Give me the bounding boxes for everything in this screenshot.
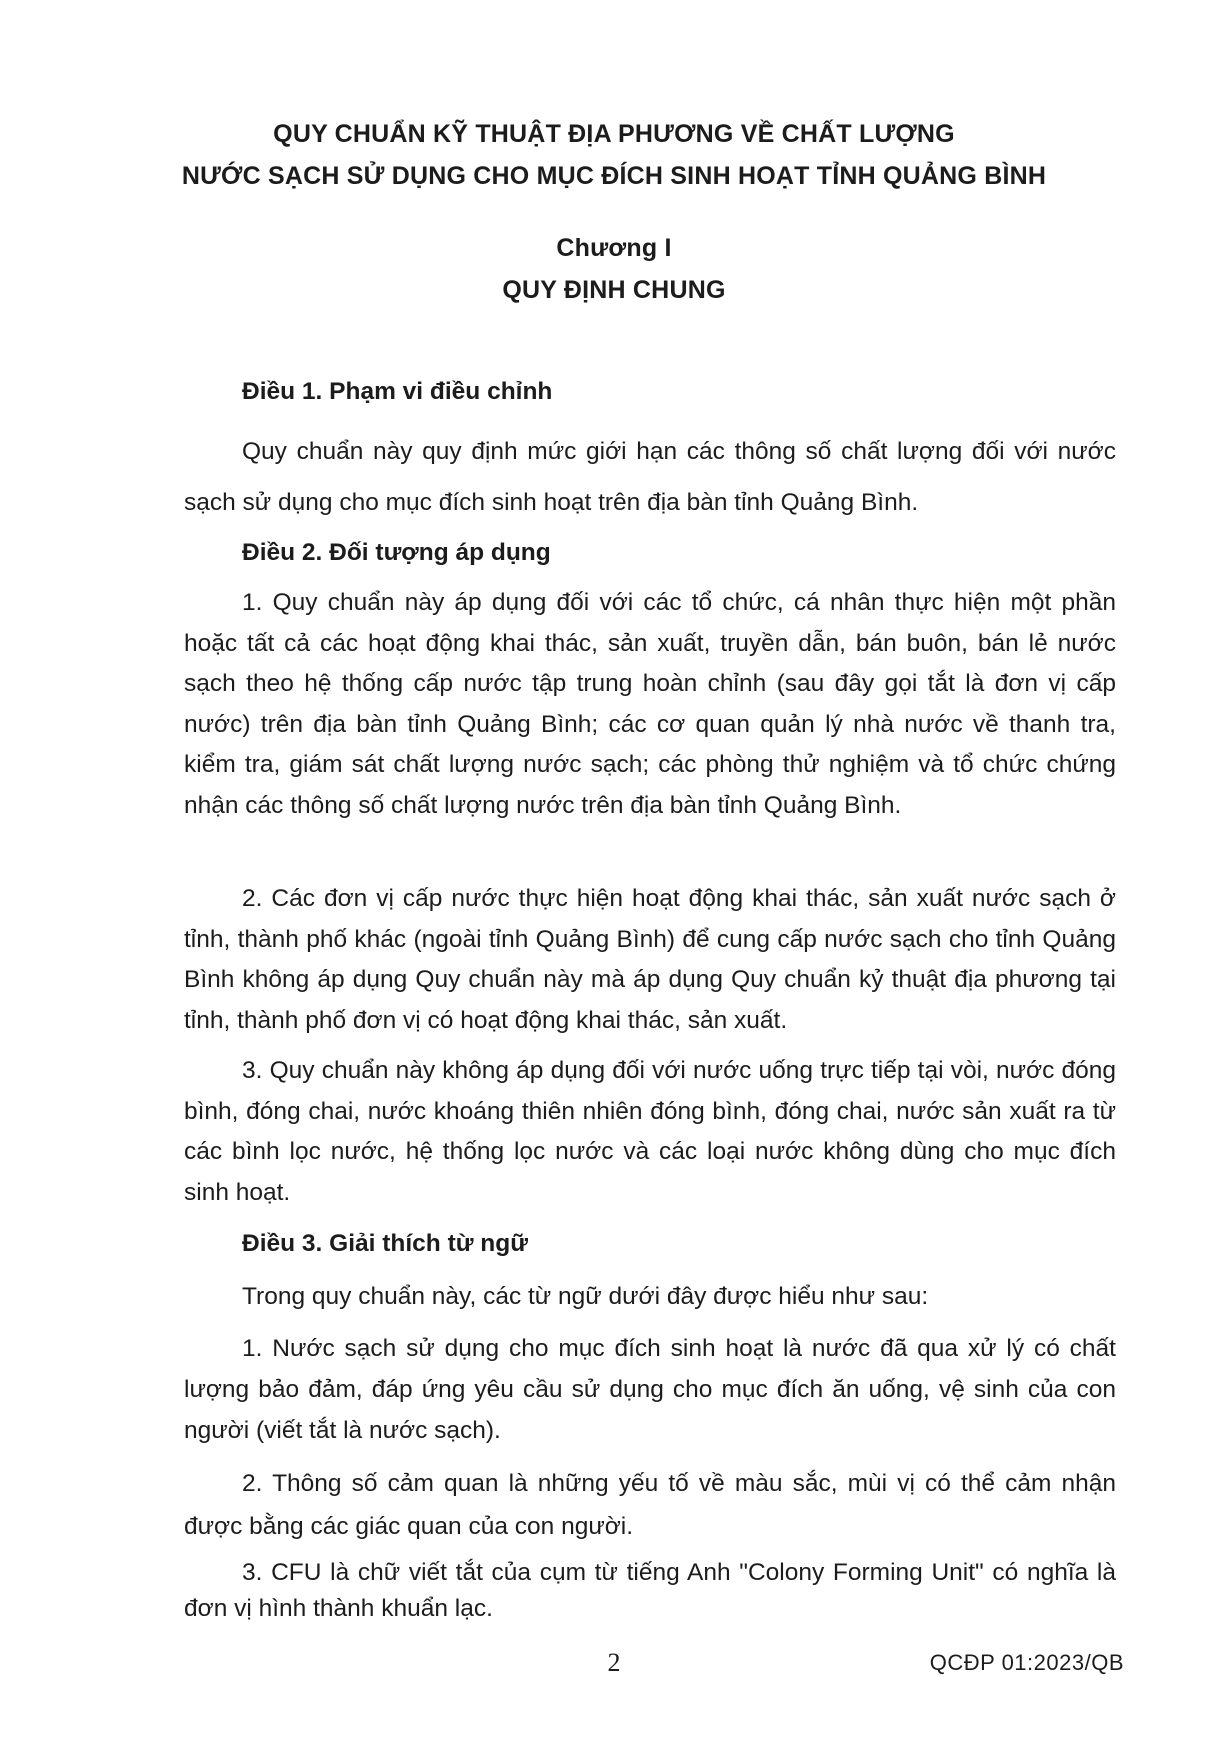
- page-number: 2: [607, 1648, 621, 1677]
- article-3-paragraph-2: 2. Thông số cảm quan là những yếu tố về màu sắc, mùi vị có thể cảm nhận được bằng các giác quan của con người.: [184, 1470, 1116, 1540]
- article-2-paragraph-2: 2. Các đơn vị cấp nước thực hiện hoạt động khai thác, sản xuất nước sạch ở tỉnh, thành phố khác (ngoài tỉnh Quảng Bình) để cung cấp nước sạch cho tỉnh Quảng Bình không áp dụng Quy chuẩn này mà áp dụng Quy chuẩn kỷ thuật địa phương tại tỉnh, thành phố đơn vị có hoạt động khai thác, sản xuất.: [184, 885, 1116, 1034]
- article-1-heading: Điều 1. Phạm vi điều chỉnh: [242, 378, 553, 405]
- article-2-paragraph-3: 3. Quy chuẩn này không áp dụng đối với nước uống trực tiếp tại vòi, nước đóng bình, đóng chai, nước khoáng thiên nhiên đóng bình, đóng chai, nước sản xuất ra từ các bình lọc nước, hệ thống lọc nước và các loại nước không dùng cho mục đích sinh hoạt.: [184, 1057, 1116, 1206]
- chapter-title: QUY ĐỊNH CHUNG: [502, 276, 726, 304]
- article-2-heading: Điều 2. Đối tượng áp dụng: [242, 539, 551, 566]
- article-3-paragraph-1: 1. Nước sạch sử dụng cho mục đích sinh hoạt là nước đã qua xử lý có chất lượng bảo đảm, đáp ứng yêu cầu sử dụng cho mục đích ăn uống, vệ sinh của con người (viết tắt là nước sạch).: [184, 1335, 1116, 1444]
- document-title-line-2: NƯỚC SẠCH SỬ DỤNG CHO MỤC ĐÍCH SINH HOẠT TỈNH QUẢNG BÌNH: [181, 162, 1047, 190]
- article-3-heading: Điều 3. Giải thích từ ngữ: [242, 1230, 528, 1257]
- document-title-line-1: QUY CHUẨN KỸ THUẬT ĐỊA PHƯƠNG VỀ CHẤT LƯỢNG: [273, 120, 955, 148]
- article-1-text: Quy chuẩn này quy định mức giới hạn các thông số chất lượng đối với nước sạch sử dụng cho mục đích sinh hoạt trên địa bàn tỉnh Quảng Bình.: [184, 438, 1116, 516]
- article-3-intro: Trong quy chuẩn này, các từ ngữ dưới đây được hiểu như sau:: [242, 1283, 929, 1310]
- document-code: QCĐP 01:2023/QB: [929, 1650, 1124, 1675]
- chapter-label: Chương I: [556, 234, 672, 262]
- article-3-paragraph-3: 3. CFU là chữ viết tắt của cụm từ tiếng Anh "Colony Forming Unit" có nghĩa là đơn vị hình thành khuẩn lạc.: [184, 1559, 1116, 1622]
- article-2-paragraph-1: 1. Quy chuẩn này áp dụng đối với các tổ chức, cá nhân thực hiện một phần hoặc tất cả các hoạt động khai thác, sản xuất, truyền dẫn, bán buôn, bán lẻ nước sạch theo hệ thống cấp nước tập trung hoàn chỉnh (sau đây gọi tắt là đơn vị cấp nước) trên địa bàn tỉnh Quảng Bình; các cơ quan quản lý nhà nước về thanh tra, kiểm tra, giám sát chất lượng nước sạch; các phòng thử nghiệm và tổ chức chứng nhận các thông số chất lượng nước trên địa bàn tỉnh Quảng Bình.: [184, 589, 1116, 819]
